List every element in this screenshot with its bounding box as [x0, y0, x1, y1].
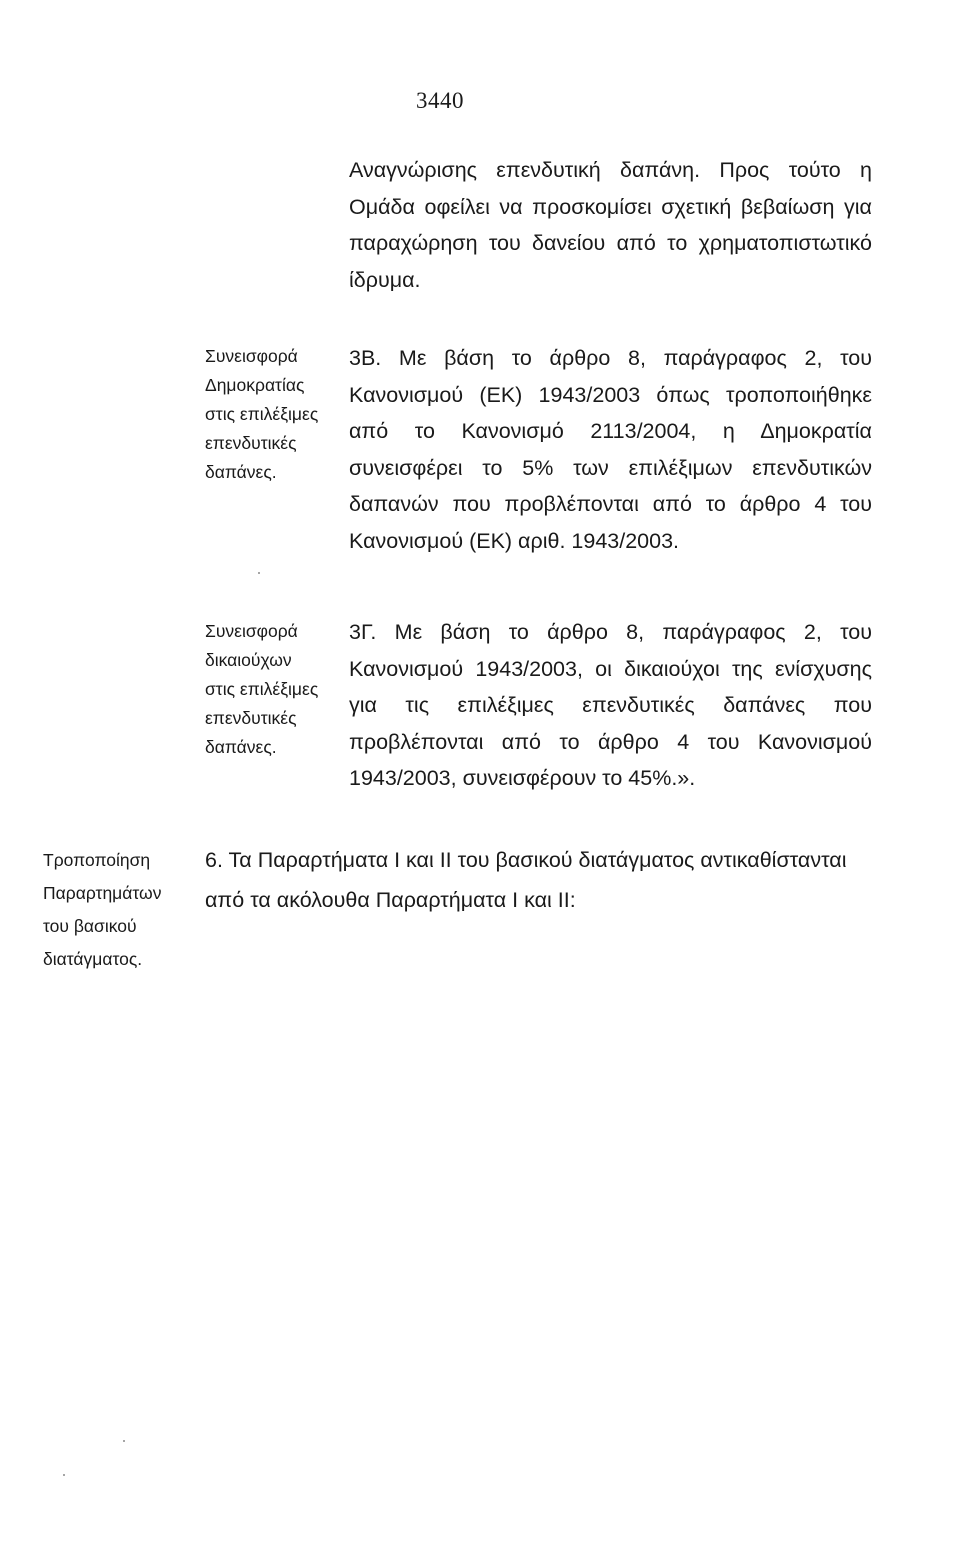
margin-note-6: [43, 844, 203, 976]
text-line: παραχώρηση του δανείου από το χρηματοπιστωτικό: [349, 231, 872, 255]
text-line: 6. Τα Παραρτήματα I και II του βασικού διατάγματος αντικαθίστανται: [205, 848, 847, 872]
margin-note-3b: [205, 342, 345, 487]
margin-note-line: στις επιλέξιμες: [205, 679, 319, 699]
margin-note-line: δαπάνες.: [205, 462, 277, 482]
scan-speck: [123, 1440, 125, 1442]
text-line: Κανονισμού (ΕΚ) 1943/2003 όπως τροποποιήθηκε: [349, 382, 872, 407]
text-line: δαπανών που προβλέπονται από το άρθρο 4 του: [349, 492, 872, 516]
margin-note-line: στις επιλέξιμες: [205, 404, 319, 424]
text-line: Ομάδα οφείλει να προσκομίσει σχετική βεβαίωση για: [349, 194, 872, 219]
scan-speck: [63, 1474, 65, 1476]
text-line: προβλέπονται από το άρθρο 4 του Κανονισμού: [349, 729, 872, 754]
page-number: 3440: [416, 88, 464, 113]
text-line: 1943/2003, συνεισφέρουν το 45%.».: [349, 766, 696, 790]
margin-note-line: επενδυτικές: [205, 433, 297, 453]
text-line: για τις επιλέξιμες επενδυτικές δαπάνες που: [349, 693, 872, 717]
paragraph-6: [205, 840, 873, 920]
text-line: από τα ακόλουθα Παραρτήματα I και II:: [205, 888, 576, 912]
margin-note-line: διατάγματος.: [43, 949, 143, 969]
text-line: Κανονισμού 1943/2003, οι δικαιούχοι της ενίσχυσης: [349, 656, 872, 681]
margin-note-line: δικαιούχων: [205, 650, 292, 670]
margin-note-line: επενδυτικές: [205, 708, 297, 728]
text-line: Κανονισμού (ΕΚ) αριθ. 1943/2003.: [349, 528, 680, 553]
paragraph-3g: [349, 614, 872, 797]
margin-note-line: Παραρτημάτων: [43, 883, 162, 903]
paragraph-3b: [349, 340, 872, 559]
margin-note-line: Δημοκρατίας: [205, 375, 305, 395]
continuation-paragraph: [349, 152, 872, 298]
margin-note-line: δαπάνες.: [205, 737, 277, 757]
text-line: ίδρυμα.: [349, 267, 421, 292]
text-line: συνεισφέρει το 5% των επιλέξιμων επενδυτικών: [349, 455, 872, 480]
margin-note-line: Συνεισφορά: [205, 346, 298, 366]
margin-note-line: Συνεισφορά: [205, 621, 298, 641]
text-line: Αναγνώρισης επενδυτική δαπάνη. Προς τούτο η: [349, 158, 872, 182]
text-line: από το Κανονισμό 2113/2004, η Δημοκρατία: [349, 419, 872, 443]
margin-note-line: του βασικού: [43, 916, 137, 936]
margin-note-line: Τροποποίηση: [43, 850, 151, 870]
text-line: 3Γ. Με βάση το άρθρο 8, παράγραφος 2, του: [349, 620, 872, 644]
scan-speck: [258, 572, 260, 574]
text-line: 3Β. Με βάση το άρθρο 8, παράγραφος 2, του: [349, 346, 872, 370]
margin-note-3g: [205, 617, 345, 762]
